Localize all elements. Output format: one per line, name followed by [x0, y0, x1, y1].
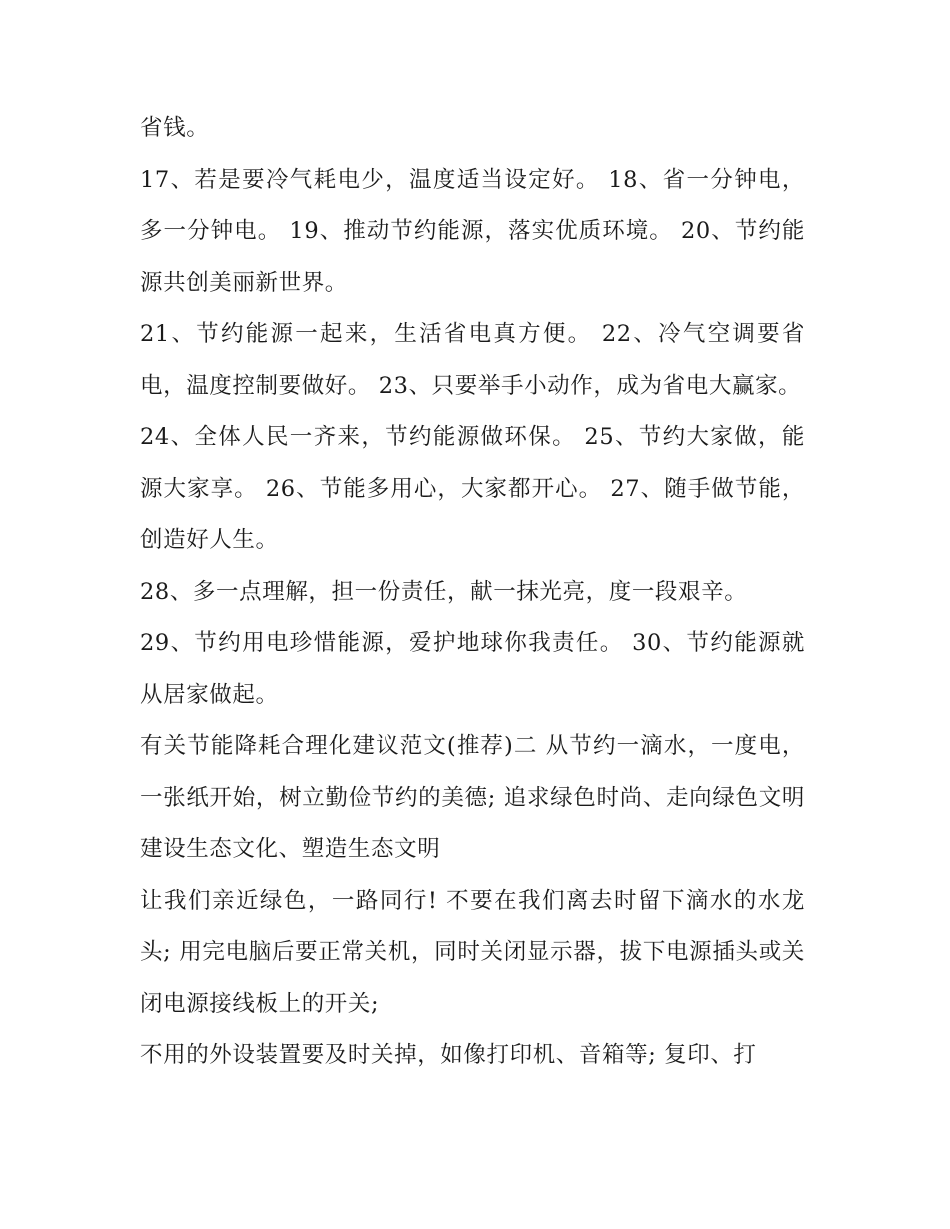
paragraph-green-together: 让我们亲近绿色，一路同行! 不要在我们离去时留下滴水的水龙头; 用完电脑后要正常关机，同时关闭显示器，拔下电源插头或关闭电源接线板上的开关;	[140, 887, 805, 1017]
document-body	[140, 103, 805, 1082]
paragraph-slogans-17-20: 17、若是要冷气耗电少，温度适当设定好。 18、省一分钟电，多一分钟电。 19、推动节约能源，落实优质环境。 20、节约能源共创美丽新世界。	[140, 166, 805, 296]
paragraph-section-two-intro: 有关节能降耗合理化建议范文(推荐)二 从节约一滴水，一度电，一张纸开始，树立勤俭节约的美德; 追求绿色时尚、走向绿色文明 建设生态文化、塑造生态文明	[140, 733, 805, 862]
paragraph-slogans-24-27: 24、全体人民一齐来，节约能源做环保。 25、节约大家做，能源大家享。 26、节能多用心，大家都开心。 27、随手做节能，创造好人生。	[140, 424, 805, 553]
paragraph-slogans-21-23: 21、节约能源一起来，生活省电真方便。 22、冷气空调要省电，温度控制要做好。 23、只要举手小动作，成为省电大赢家。	[140, 321, 805, 399]
paragraph-slogan-28: 28、多一点理解，担一份责任，献一抹光亮，度一段艰辛。	[140, 578, 748, 605]
paragraph-slogans-29-30: 29、节约用电珍惜能源，爱护地球你我责任。 30、节约能源就从居家做起。	[140, 630, 805, 708]
paragraph-intro-end: 省钱。	[140, 115, 210, 141]
paragraph-peripherals: 不用的外设装置要及时关掉，如像打印机、音箱等; 复印、打	[140, 1042, 757, 1068]
